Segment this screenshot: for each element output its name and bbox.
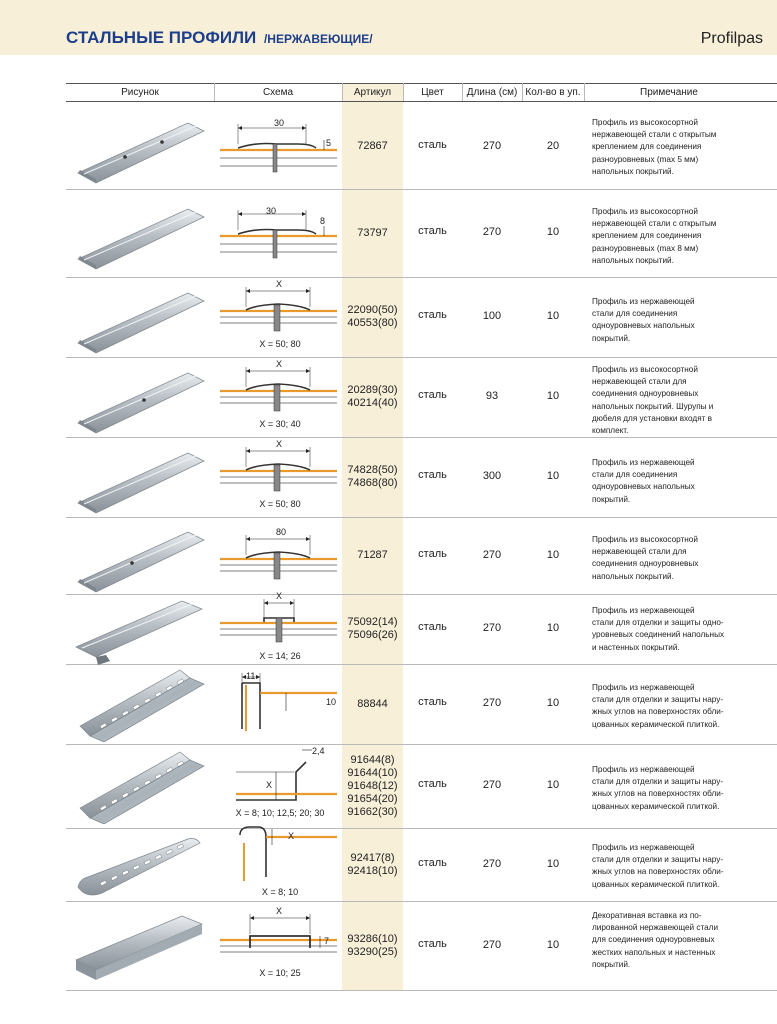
note-line: жестких напольных и настенных [592, 947, 716, 957]
length-value: 270 [482, 622, 502, 634]
article-code: 40214(40) [347, 397, 398, 409]
article-code: 20289(30) [347, 384, 398, 396]
length-value: 270 [482, 226, 502, 238]
note-line: одноуровневых напольных [592, 482, 695, 492]
scheme-caption: X = 8; 10 [261, 886, 299, 897]
color-value: сталь [418, 389, 447, 401]
note-line: соединения одноуровневых [592, 389, 699, 399]
profile-scheme [216, 114, 341, 180]
col-header-picture: Рисунок [121, 87, 159, 98]
profile-picture [70, 195, 210, 271]
note-text [592, 364, 736, 437]
article-code: 74828(50) [347, 464, 398, 476]
color-value: сталь [418, 856, 447, 869]
note-line: цованных керамической плиткой. [592, 801, 720, 811]
col-header-length: Длина (см) [466, 87, 518, 98]
article-number [342, 698, 403, 711]
article-number [342, 304, 403, 330]
note-line: цованных керамической плиткой. [592, 879, 720, 889]
scheme-caption: X = 50; 80 [259, 499, 301, 509]
length-value: 93 [485, 390, 499, 402]
length-value: 270 [482, 139, 502, 152]
note-line: стали для отделки и защиты нару- [592, 777, 724, 787]
qty-value: 10 [546, 226, 560, 238]
note-text [592, 682, 736, 731]
article-code: 92418(10) [347, 864, 398, 877]
scheme-dimension: X [288, 830, 295, 841]
note-line: покрытий. [592, 333, 631, 343]
article-number [342, 616, 403, 642]
article-code: 91644(10) [347, 766, 398, 779]
note-line: креплением для соединения [592, 231, 702, 241]
scheme-dimension: 30 [274, 117, 285, 128]
profile-scheme [216, 435, 341, 501]
scheme-dimension: 30 [266, 206, 277, 216]
article-code: 91648(12) [347, 779, 398, 792]
note-line: Профиль из нержавеющей [592, 458, 695, 467]
profile-picture [70, 591, 210, 667]
title-sub: /НЕРЖАВЕЮЩИЕ/ [263, 32, 373, 46]
note-line: покрытий. [592, 494, 631, 504]
profile-scheme [216, 275, 341, 341]
article-number [342, 933, 403, 959]
qty-value: 10 [546, 470, 560, 482]
profile-picture [70, 748, 210, 824]
scheme-caption: X = 8; 10; 12,5; 20; 30 [235, 808, 325, 818]
note-text [592, 457, 736, 506]
col-header-scheme: Схема [262, 87, 294, 98]
row-divider [66, 990, 777, 991]
article-code: 72867 [357, 140, 388, 152]
qty-value: 20 [546, 139, 560, 152]
profile-scheme [216, 200, 341, 266]
row-divider [66, 744, 777, 745]
profile-picture [70, 666, 210, 742]
note-line: стали для отделки и защиты одно- [592, 618, 724, 628]
article-number [342, 384, 403, 410]
note-line: Профиль из высокосортной [592, 207, 698, 216]
length-value: 270 [482, 938, 502, 951]
qty-value: 10 [546, 697, 560, 709]
profile-picture [70, 359, 210, 435]
article-number [342, 852, 403, 878]
profile-scheme [216, 587, 341, 653]
scheme-caption: X = 10; 25 [259, 967, 301, 978]
note-line: креплением для соединения [592, 142, 702, 152]
profile-scheme [216, 671, 341, 737]
length-value: 300 [482, 470, 502, 482]
scheme-dimension: 10 [326, 697, 337, 707]
article-code: 75092(14) [347, 616, 398, 628]
profile-picture [70, 518, 210, 594]
note-line: стали для отделки и защиты нару- [592, 855, 724, 865]
color-value: сталь [418, 225, 447, 237]
note-line: стали для соединения [592, 309, 678, 319]
profile-picture [70, 279, 210, 355]
article-code: 92417(8) [350, 851, 395, 864]
length-value: 270 [482, 857, 502, 870]
note-line: цованных керамической плиткой. [592, 719, 720, 729]
table-header-line [66, 101, 777, 102]
note-line: напольных покрытий. [592, 166, 674, 176]
qty-value: 10 [546, 622, 560, 634]
note-line: и настенных покрытий. [592, 642, 680, 652]
note-line: Профиль из высокосортной [592, 118, 698, 127]
scheme-dimension: 7 [324, 935, 330, 946]
article-code: 22090(50) [347, 304, 398, 316]
scheme-dimension: X [266, 780, 273, 790]
note-line: нержавеющей стали для [592, 547, 687, 557]
scheme-dimension: 2,4 [312, 746, 325, 756]
profile-picture [70, 827, 210, 903]
note-line: нержавеющей стали с открытым [592, 130, 717, 140]
profile-picture [70, 439, 210, 515]
color-value: сталь [418, 138, 447, 151]
color-value: сталь [418, 937, 447, 950]
note-text [592, 605, 736, 654]
article-number [342, 140, 403, 153]
article-number [342, 227, 403, 240]
qty-value: 10 [546, 938, 560, 951]
scheme-dimension: 8 [320, 216, 326, 226]
scheme-dimension: 5 [326, 137, 332, 148]
article-code: 40553(80) [347, 317, 398, 329]
color-value: сталь [418, 778, 447, 790]
article-code: 91662(30) [347, 805, 398, 818]
scheme-caption: X = 14; 26 [259, 651, 301, 661]
note-line: нержавеющей стали с открытым [592, 219, 717, 229]
length-value: 270 [482, 548, 502, 561]
scheme-caption: X = 50; 80 [259, 339, 301, 349]
article-code: 93286(10) [347, 932, 398, 945]
note-line: соединения одноуровневых [592, 559, 699, 569]
note-line: одноуровневых напольных [592, 321, 695, 331]
article-number [342, 549, 403, 562]
qty-value: 10 [546, 390, 560, 402]
note-line: комплект. [592, 426, 629, 436]
note-line: Профиль из нержавеющей [592, 297, 695, 306]
note-line: Профиль из нержавеющей [592, 765, 695, 774]
note-text [592, 842, 736, 891]
note-line: Профиль из высокосортной [592, 365, 698, 374]
scheme-dimension: X [276, 359, 283, 369]
profile-scheme [216, 744, 341, 810]
color-value: сталь [418, 696, 447, 708]
col-header-color: Цвет [421, 87, 444, 98]
note-line: жных углов на поверхностях обли- [592, 707, 724, 717]
qty-value: 10 [546, 548, 560, 561]
note-line: напольных покрытий. [592, 571, 674, 581]
article-code: 74868(80) [347, 477, 398, 489]
scheme-dimension: X [276, 279, 283, 289]
length-value: 270 [482, 697, 502, 709]
note-line: покрытий. [592, 959, 631, 969]
table-top-line [66, 83, 777, 84]
article-code: 91644(8) [350, 753, 395, 766]
row-divider [66, 357, 777, 358]
note-line: жных углов на поверхностях обли- [592, 867, 724, 877]
note-line: для соединения одноуровневых [592, 935, 715, 945]
profile-scheme [216, 904, 341, 970]
title-main: СТАЛЬНЫЕ ПРОФИЛИ [66, 28, 257, 47]
color-value: сталь [418, 621, 447, 633]
col-header-note: Примечание [640, 87, 698, 98]
note-line: уровневых соединений напольных [592, 630, 725, 640]
brand-name: Profilpas [700, 30, 763, 47]
scheme-dimension: X [276, 591, 283, 601]
scheme-dimension: 80 [276, 526, 287, 537]
note-line: стали для соединения [592, 470, 678, 480]
note-text [592, 534, 736, 583]
qty-value: 10 [546, 779, 560, 791]
note-line: Профиль из нержавеющей [592, 843, 695, 852]
profile-scheme [216, 523, 341, 589]
note-line: нержавеющей стали для [592, 377, 687, 387]
length-value: 100 [482, 310, 502, 322]
note-line: Профиль из высокосортной [592, 535, 698, 544]
article-code: 88844 [357, 697, 388, 710]
article-code: 73797 [357, 226, 388, 239]
color-value: сталь [418, 469, 447, 481]
scheme-caption: X = 30; 40 [259, 419, 301, 429]
note-text [592, 910, 736, 971]
color-value: сталь [418, 547, 447, 560]
col-header-article: Артикул [353, 87, 392, 98]
page-title [66, 28, 373, 48]
row-divider [66, 189, 777, 190]
note-text [592, 764, 736, 813]
profile-scheme [216, 355, 341, 421]
length-value: 270 [482, 779, 502, 791]
qty-value: 10 [546, 310, 560, 322]
note-line: Декоративная вставка из по- [592, 911, 702, 920]
article-code: 71287 [357, 549, 388, 561]
scheme-dimension: X [276, 439, 283, 449]
note-line: стали для отделки и защиты нару- [592, 695, 724, 705]
note-line: разноуровневых (max 5 мм) [592, 154, 699, 164]
article-code: 93290(25) [347, 945, 398, 958]
profile-picture [70, 109, 210, 185]
profile-picture [70, 908, 210, 984]
profile-scheme [216, 823, 341, 889]
note-text [592, 117, 736, 178]
article-number [342, 754, 403, 819]
note-line: жных углов на поверхностях обли- [592, 789, 724, 799]
qty-value: 10 [546, 857, 560, 870]
note-line: дюбеля для установки входят в [592, 413, 713, 423]
color-value: сталь [418, 309, 447, 321]
note-line: разноуровневых (max 8 мм) [592, 243, 699, 253]
note-line: Профиль из нержавеющей [592, 606, 695, 615]
note-line: напольных покрытий. [592, 255, 674, 265]
note-text [592, 206, 736, 267]
note-text [592, 296, 736, 345]
article-code: 91654(20) [347, 792, 398, 805]
row-divider [66, 277, 777, 278]
article-number [342, 464, 403, 490]
col-header-qty: Кол-во в уп. [525, 87, 581, 98]
note-line: лированной нержавеющей стали [592, 923, 719, 933]
note-line: напольных покрытий. Шурупы и [592, 401, 714, 411]
scheme-dimension: 11 [246, 671, 256, 681]
scheme-dimension: X [276, 905, 283, 916]
note-line: Профиль из нержавеющей [592, 683, 695, 692]
article-code: 75096(26) [347, 629, 398, 641]
